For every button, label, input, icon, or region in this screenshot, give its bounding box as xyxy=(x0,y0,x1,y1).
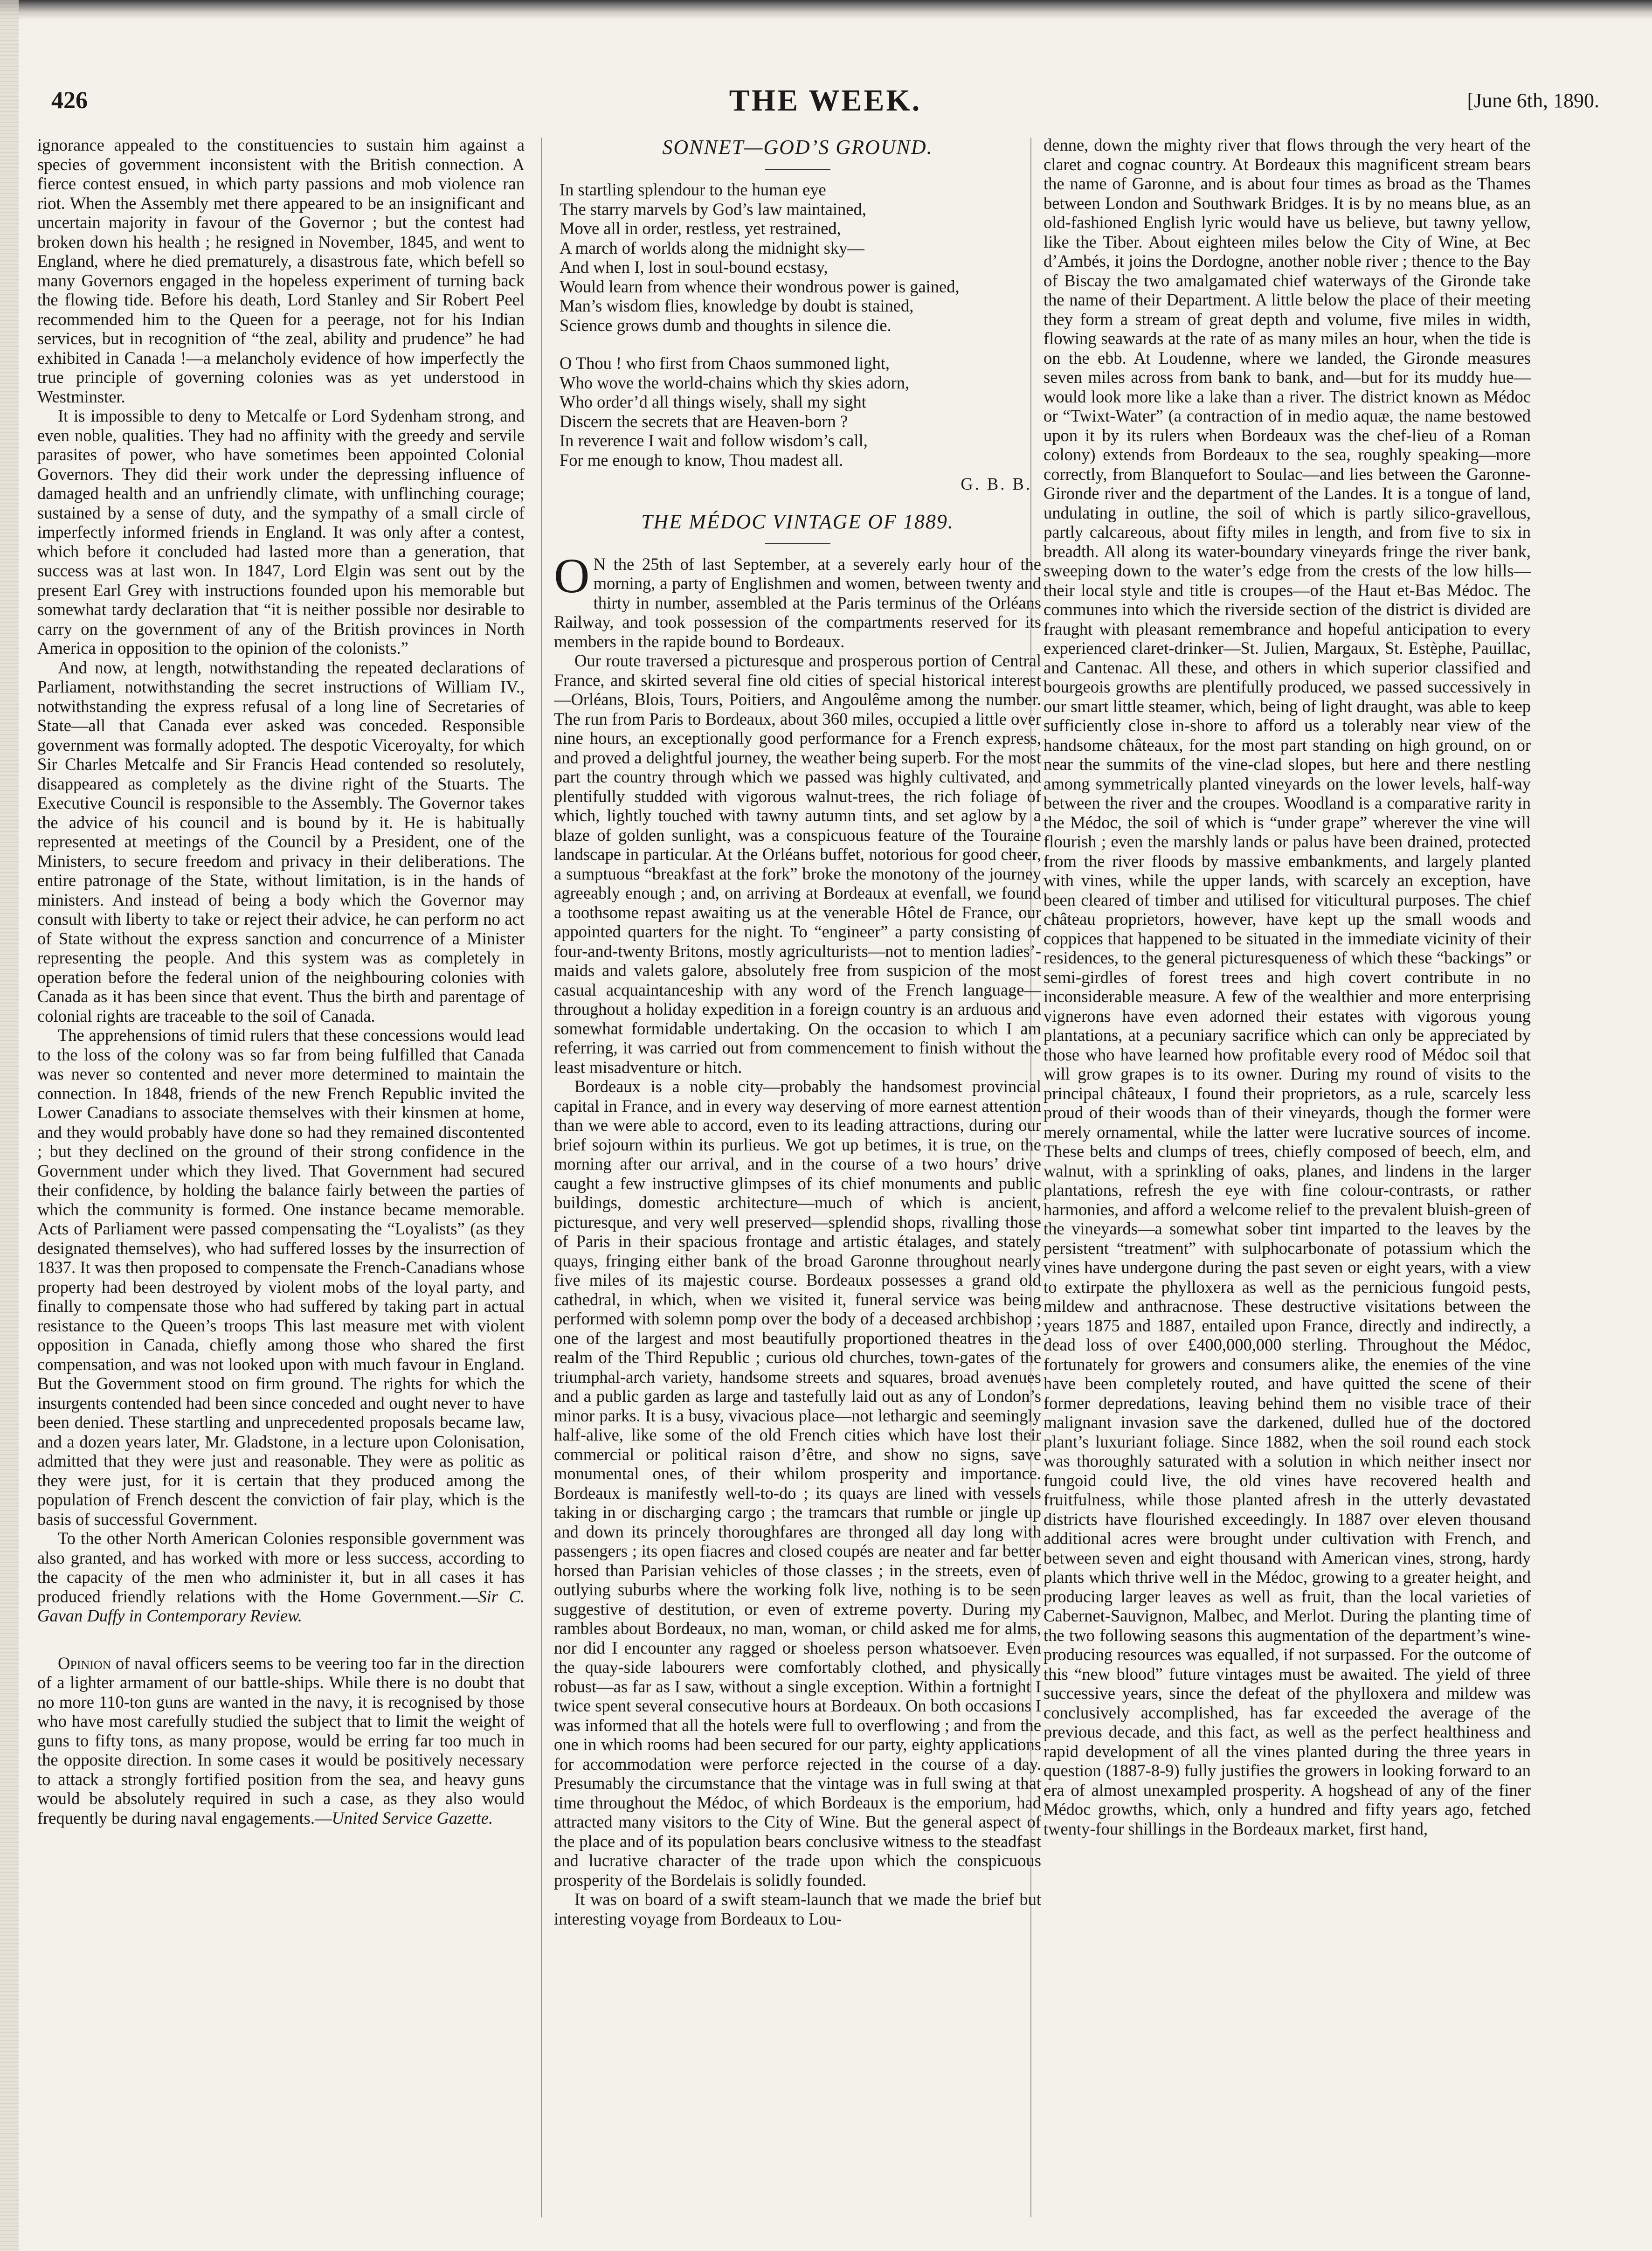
opening-text: N the 25th of last September, at a severely early hour of the morning, a party of Englishmen and women, between twenty and thirty in number, assembled at the Paris terminus of the Orléans Railway, and took possession of the compartments reserved for its members in the rapide bound to Bordeaux. xyxy=(554,554,1041,651)
scan-binding-edge xyxy=(0,0,19,2251)
issue-date: [June 6th, 1890. xyxy=(1467,89,1599,112)
column-rule-left xyxy=(541,138,542,2217)
article-paragraph: Bordeaux is a noble city—probably the handsomest provincial capital in France, and in every way deserving of more earnest attention than we were able to accord, even to its leading attractions, during our brief sojourn within its purlieus. We got up betimes, it is true, on the morning after our arrival, and in the course of a two hours’ drive caught a few instructive glimpses of its chief monuments and public buildings, domestic architecture—much of which is ancient, picturesque, and very well preserved—splendid shops, rivalling those of Paris in their spacious frontage and artistic étalages, and stately quays, fringing either bank of the broad Garonne throughout nearly five miles of its majestic course. Bordeaux possesses a grand old cathedral, in which, when we visited it, funeral service was being performed with solemn pomp over the body of a deceased archbishop ; one of the largest and most beautifully proportioned theatres in the realm of the Third Republic ; curious old churches, town-gates of the triumphal-arch variety, handsome streets and squares, broad avenues and a public garden as large and tastefully laid out as any of London’s minor parks. It is a busy, vivacious place—not lethargic and seemingly half-alive, like some of the old French cities which have lost their commercial or political raison d’être, and show no signs, save monumental ones, of their whilom prosperity and importance. Bordeaux is manifestly well-to-do ; its quays are lined with vessels taking in or discharging cargo ; the tramcars that rumble or jingle up and down its princely thoroughfares are thronged all day long with passengers ; its open fiacres and closed coupés are neater and far better horsed than Parisian vehicles of those classes ; in the streets, even of outlying suburbs where the working folk live, nothing is to be seen suggestive of destitution, or even of extreme poverty. During my rambles about Bordeaux, no man, woman, or child asked me for alms, nor did I encounter any ragged or shoeless person whatsoever. Even the quay-side labourers were comfortably clothed, and physically robust—as far as I saw, without a single exception. Within a fortnight I twice spent several consecutive hours at Bordeaux. On both occasions I was informed that all the hotels were full to overflowing ; and from the one in which rooms had been secured for our party, eighty applications for accommodation were perforce rejected in the course of a day. Presumably the circumstance that the vintage was in full swing at that time throughout the Médoc, of which Bordeaux is the emporium, had attracted many visitors to the City of Wine. But the general aspect of the place and of its population bears conclusive witness to the steadfast and lucrative character of the trade upon which the conspicuous prosperity of the Bordelais is solidly founded. xyxy=(554,1077,1041,1890)
section-gap xyxy=(37,1626,525,1654)
poem-line: And when I, lost in soul-bound ecstasy, xyxy=(560,257,828,277)
poem-line: O Thou ! who first from Chaos summoned light, xyxy=(560,353,890,373)
article-paragraph: It is impossible to deny to Metcalfe or Lord Sydenham strong, and even noble, qualities. They had no affinity with the greedy and servile parasites of power, who have sometimes been appointed Colonial Governors. They did their work under the depressing influence of damaged health and an unfriendly climate, with unflinching courage; sustained by a sense of duty, and the sympathy of a small circle of imperfectly informed friends in England. It was only after a contest, which before it concluded had lasted more than a generation, that success was at last won. In 1847, Lord Elgin was sent out by the present Earl Grey with instructions founded upon his memorable but somewhat tardy declaration that “it is neither possible nor desirable to carry on the government of any of the British provinces in North America in opposition to the opinion of the colonists.” xyxy=(37,406,525,658)
masthead: THE WEEK. xyxy=(729,83,922,118)
closing-text: To the other North American Colonies responsible government was also granted, and has worked with more or less success, according to the capacity of the men who administer it, but in all cases it has produced friendly relations with the Home Government.— xyxy=(37,1529,525,1606)
poem-line: In startling splendour to the human eye xyxy=(560,180,826,199)
article-paragraph: Our route traversed a picturesque and prosperous portion of Central France, and skirted several fine old cities of special historical interest—Orléans, Blois, Tours, Poitiers, and Angoulême among the number. The run from Paris to Bordeaux, about 360 miles, occupied a little over nine hours, an exceptionally good performance for a French express, and proved a delightful journey, the weather being superb. For the most part the country through which we passed was highly cultivated, and plentifully studded with vigorous walnut-trees, the rich foliage of which, lightly touched with tawny autumn tints, and set aglow by a blaze of golden sunlight, was a conspicuous feature of the Touraine landscape in particular. At the Orléans buffet, notorious for good cheer, a sumptuous “breakfast at the fork” broke the monotony of the journey agreeably enough ; and, on arriving at Bordeaux at evenfall, we found a toothsome repast awaiting us at the venerable Hôtel de France, our appointed quarters for the night. To “engineer” a party consisting of four-and-twenty Britons, mostly agriculturists—not to mention ladies’-maids and valets galore, absolutely free from suspicion of the most casual acquaintanceship with any word of the French language—throughout a holiday expedition in a foreign country is an arduous and somewhat formidable undertaking. On the occasion to which I am referring, it was carried out from commencement to finish without the least misadventure or hitch. xyxy=(554,651,1041,1077)
scan-top-edge xyxy=(0,0,1652,20)
article-paragraph: The apprehensions of timid rulers that these concessions would lead to the loss of the colony was so far from being fulfilled that Canada was never so contented and never more determined to maintain the connection. In 1848, friends of the new French Republic invited the Lower Canadians to associate themselves with their kinsmen at home, and they would probably have done so had they remained discontented ; but they declined on the ground of their strong confidence in the Government under which they lived. That Government had secured their confidence, by holding the balance fairly between the parties of which the community is formed. One instance became memorable. Acts of Parliament were passed compensating the “Loyalists” (as they designated themselves), who had suffered losses by the insurrection of 1837. It was then proposed to compensate the French-Canadians whose property had been destroyed by violent mobs of the loyal party, and finally to compensate those who had suffered by taking part in actual resistance to the Queen’s troops This last measure met with violent opposition in Canada, chiefly among those who shared the first compensation, and was not looked upon with much favour in England. But the Government stood on firm ground. The rights for which the insurgents contended had been since conceded and ought never to have been denied. These startling and unprecedented proposals became law, and a dozen years later, Mr. Gladstone, in a lecture upon Colonisation, admitted that they were just and reasonable. They were as politic as they were just, for it is certain that they produced among the population of French descent the conviction of fair play, which is the basis of successful Government. xyxy=(37,1025,525,1529)
poem-line: Would learn from whence their wondrous power is gained, xyxy=(560,277,960,296)
poem-line: For me enough to know, Thou madest all. xyxy=(560,450,843,470)
poem-line: Discern the secrets that are Heaven-born ? xyxy=(560,411,848,431)
column-1 xyxy=(37,135,525,2229)
closing-paragraph xyxy=(37,1529,525,1626)
sonnet xyxy=(560,180,1041,470)
article-paragraph: And now, at length, notwithstanding the repeated declarations of Parliament, notwithstanding the secret instructions of William IV., notwithstanding the express refusal of a long line of Secretaries of State—all that Canada ever asked was conceded. Responsible government was formally adopted. The despotic Viceroyalty, for which Sir Charles Metcalfe and Sir Francis Head contended so resolutely, disappeared as completely as the divine right of the Stuarts. The Executive Council is responsible to the Assembly. The Governor takes the advice of his council and is bound by it. He is habitually represented at meetings of the Council by a President, one of the Ministers, to secure freedom and privacy in their deliberations. The entire patronage of the State, without limitation, is in the hands of ministers. And instead of being a body which the Governor may consult with liberty to take or reject their advice, he can perform no act of State without the express sanction and concurrence of a Minister representing the people. And this system was as completely in operation before the federal union of the neighbouring colonies with Canada as it has been since that event. Thus the birth and parentage of colonial rights are traceable to the soil of Canada. xyxy=(37,658,525,1025)
poem-line: Man’s wisdom flies, knowledge by doubt is stained, xyxy=(560,296,914,315)
poem-line: Science grows dumb and thoughts in silence die. xyxy=(560,315,892,335)
page-header xyxy=(51,83,1599,125)
article-paragraph: It was on board of a swift steam-launch that we made the brief but interesting voyage from Bordeaux to Lou- xyxy=(554,1890,1041,1928)
naval-text: of naval officers seems to be veering too far in the direction of a lighter armament of our battle-ships. While there is no doubt that no more 110-ton guns are wanted in the navy, it is recognised by those who have most carefully studied the subject that to limit the weight of guns to fifty tons, as many propose, would be erring far too much in the opposite direction. In some cases it would be positively necessary to attack a strongly fortified position from the sea, and heavy guns would be absolutely required in such a case, as they also would frequently be during naval engagements.— xyxy=(37,1653,525,1828)
poem-line: In reverence I wait and follow wisdom’s call, xyxy=(560,431,868,450)
sonnet-title: SONNET—GOD’S GROUND. xyxy=(662,136,933,159)
poem-line: The starry marvels by God’s law maintained, xyxy=(560,199,866,219)
poem-line: Who order’d all things wisely, shall my sight xyxy=(560,392,866,411)
opening-paragraph xyxy=(554,548,1041,651)
naval-lead-word: Opinion xyxy=(58,1653,111,1673)
stanza-gap xyxy=(560,335,1041,353)
poem-line: A march of worlds along the midnight sky— xyxy=(560,238,864,257)
naval-source: United Service Gazette. xyxy=(332,1808,493,1828)
poem-line: Who wove the world-chains which thy skies adorn, xyxy=(560,373,910,392)
column-3 xyxy=(1044,135,1531,2229)
poem-line: Move all in order, restless, yet restrained, xyxy=(560,219,841,238)
title-rule xyxy=(765,169,830,170)
title-rule xyxy=(765,543,830,544)
sonnet-signature: G. B. B. xyxy=(961,474,1032,493)
column-2 xyxy=(554,135,1041,2229)
article-title: THE MÉDOC VINTAGE OF 1889. xyxy=(641,510,954,533)
naval-paragraph xyxy=(37,1654,525,1828)
drop-cap: O xyxy=(554,548,590,603)
article-paragraph: ignorance appealed to the constituencies to sustain him against a species of government inconsistent with the British connection. A fierce contest ensued, in which party passions and mob violence ran riot. When the Assembly met there appeared to be an insignificant and uncertain majority in favour of the Governor ; but the contest had broken down his health ; he resigned in November, 1845, and went to England, where he died prematurely, a disastrous fate, which befell so many Governors engaged in the hopeless experiment of turning back the flowing tide. Before his death, Lord Stanley and Sir Robert Peel recommended him to the Queen for a peerage, not for his Indian services, but in recognition of “the zeal, ability and prudence” he had exhibited in Canada !—a melancholy evidence of how imperfectly the true principle of governing colonies was as yet understood in Westminster. xyxy=(37,135,525,406)
page-number: 426 xyxy=(51,87,88,114)
closing-source: Sir C. Gavan Duffy in Contemporary Review. xyxy=(37,1586,525,1625)
article-paragraph: denne, down the mighty river that flows through the very heart of the claret and cognac country. At Bordeaux this magnificent stream bears the name of Garonne, and is about four times as broad as the Thames between London and Southwark Bridges. It is by no means blue, as an old-fashioned English lyric would have us believe, but tawny yellow, like the Tiber. About eighteen miles below the City of Wine, at Bec d’Ambés, it joins the Dordogne, another noble river ; thence to the Bay of Biscay the two amalgamated chief waterways of the Gironde take the name of their Department. A little below the place of their meeting they form a stream of great depth and volume, five miles in width, flowing seawards at the rate of as many miles an hour, when the tide is on the ebb. At Loudenne, where we landed, the Gironde measures seven miles across from bank to bank, and—but for its muddy hue—would look more like a lake than a river. The district known as Médoc or “Twixt-Water” (a contraction of in medio aquæ, the name bestowed upon it by its rulers when Bordeaux was the chef-lieu of a Roman colony) extends from Bordeaux to the sea, roughly speaking—more correctly, from Blanquefort to Soulac—and lies between the Garonne-Gironde river and the department of the Landes. It is a tongue of land, undulating in outline, the soil of which is partly silico-gravellous, partly calcareous, about fifty miles in length, and from five to six in breadth. All along its water-boundary vineyards fringe the river bank, sweeping down to the water’s edge from the crests of the low hills—their local style and title is croupes—of the Haut et-Bas Médoc. The communes into which the riverside section of the district is divided are fraught with pleasant remembrance and hopeful anticipation to every experienced claret-drinker—St. Julien, Margaux, St. Estèphe, Pauillac, and Cantenac. All these, and others in which superior classified and bourgeois growths are plentifully produced, we passed successively in our smart little steamer, which, being of light draught, was able to keep sufficiently close in-shore to afford us a tolerably near view of the handsome châteaux, for the most part standing on high ground, on or near the summits of the vine-clad slopes, but here and there nestling among symmetrically planted vineyards on the lower levels, half-way between the river and the croupes. Woodland is a comparative rarity in the Médoc, the soil of which is “under grape” wherever the vine will flourish ; even the marshly lands or palus have been drained, protected from the river floods by massive embankments, and largely planted with vines, while the upper lands, with scarcely an exception, have been cleared of timber and utilised for viticultural purposes. The chief château proprietors, however, have kept up the small woods and coppices that happened to be situated in the immediate vicinity of their residences, to the general picturesqueness of which these “backings” or semi-girdles of forest trees and high covert contribute in no inconsiderable measure. A few of the wealthier and more enterprising vignerons have even adorned their estates with vigorous young plantations, at a pecuniary sacrifice which can only be appreciated by those who have learned how profitable every rood of Médoc soil that will grow grapes is to its owner. During my round of visits to the principal châteaux, I found their proprietors, as a rule, scarcely less proud of their woods than of their vineyards, though the former were merely ornamental, while the latter were lucrative sources of income. These belts and clumps of trees, chiefly composed of beech, elm, and walnut, with a sprinkling of oaks, planes, and lindens in the larger plantations, refresh the eye with fine colour-contrasts, or rather harmonies, and afford a welcome relief to the prevalent bluish-green of the vineyards—a somewhat sober tint imparted to the leaves by the persistent “treatment” with sulphocarbonate of potassium which the vines have undergone during the past seven or eight years, with a view to extirpate the phylloxera as well as the pernicious fungoid pests, mildew and anthracnose. These destructive visitations between the years 1875 and 1887, entailed upon France, directly and indirectly, a dead loss of over £400,000,000 sterling. Throughout the Médoc, fortunately for growers and consumers alike, the enemies of the vine have been completely routed, and have quitted the scene of their former depredations, leaving behind them no visible trace of their malignant invasion save the darkened, dulled hue of the doctored plant’s luxuriant foliage. Since 1882, when the soil round each stock was thoroughly saturated with a solution in which neither insect nor fungoid could live, the old vines have recovered health and fruitfulness, while those planted afresh in the utterly devastated districts have flourished exceedingly. In 1887 over eleven thousand additional acres were brought under cultivation with French, and between seven and eight thousand with American vines, strong, hardy plants which thrive well in the Médoc, growing to a greater height, and producing larger leaves as well as fruit, than the local varieties of Cabernet-Sauvignon, Malbec, and Merlot. During the planting time of the two following seasons this augmentation of the department’s wine-producing resources was equalled, if not surpassed. For the outcome of this “new blood” future vintages must be awaited. The yield of three successive years, since the defeat of the phylloxera and mildew was conclusively accomplished, has far exceeded the average of the previous decade, and this fact, as well as the perfect healthiness and rapid development of all the vines planted during the three years in question (1887-8-9) fully justifies the growers in looking forward to an era of almost unexampled prosperity. A hogshead of any of the finer Médoc growths, which, only a hundred and fifty years ago, fetched twenty-four shillings in the Bordeaux market, first hand, xyxy=(1044,135,1531,1838)
